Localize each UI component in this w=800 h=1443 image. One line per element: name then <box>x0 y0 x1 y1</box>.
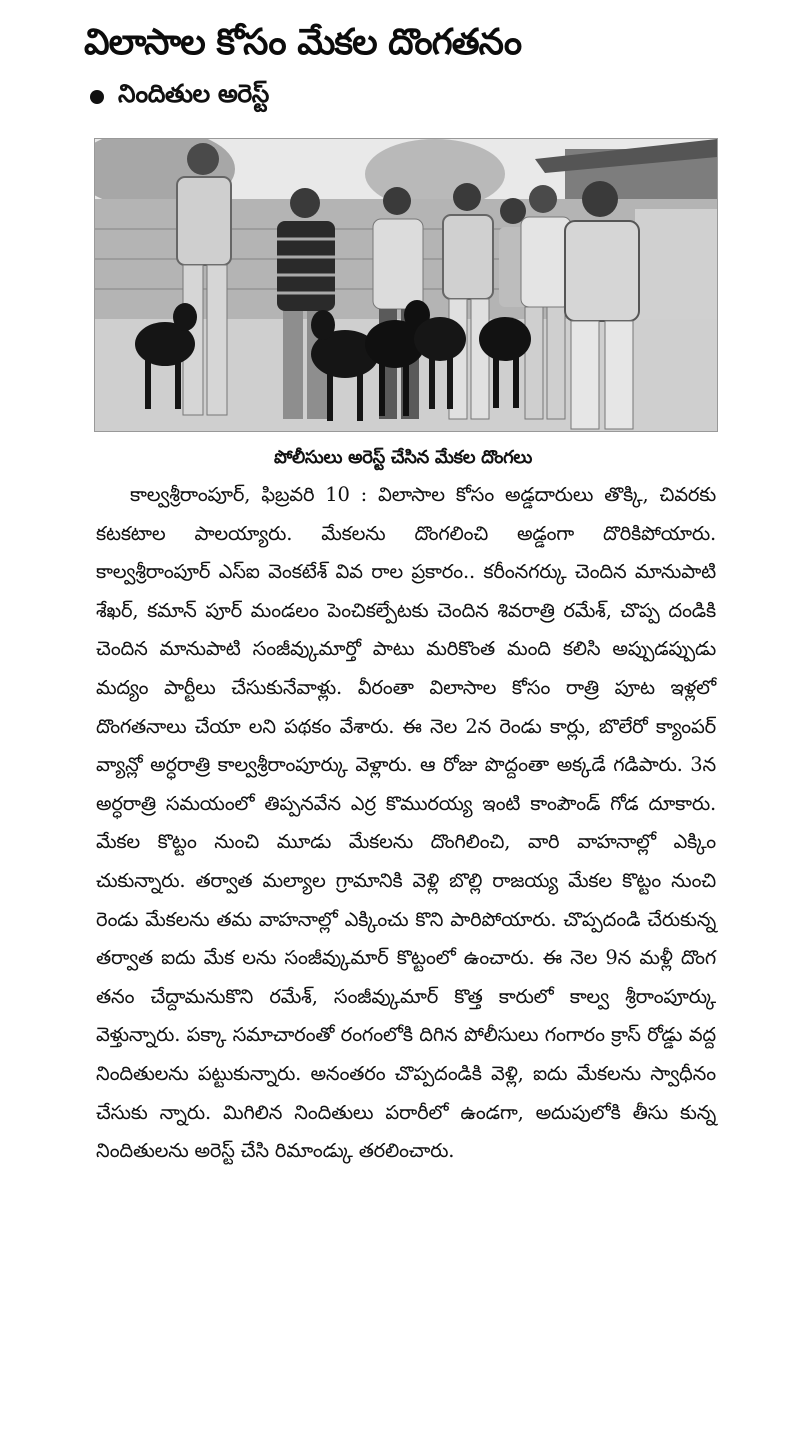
headline: విలాసాల కోసం మేకల దొంగతనం <box>84 22 522 63</box>
photo-caption: పోలీసులు అరెస్ట్ చేసిన మేకల దొంగలు <box>273 447 532 468</box>
subheadline-row <box>90 74 728 120</box>
subheadline: నిందితుల అరెస్ట్ <box>118 79 269 108</box>
photo-illustration <box>95 139 717 431</box>
article-body <box>96 476 716 1171</box>
article-paragraph: కాల్వశ్రీరాంపూర్, ఫిబ్రవరి 10 : విలాసాల కోసం అడ్డదారులు తొక్కి, చివరకు కటకటాల పాలయ్యారు. మేకలను దొంగలించి అడ్డంగా దొరికిపోయారు. కాల్వశ్రీరాంపూర్ ఎస్ఐ వెంకటేశ్ వివ రాల ప్రకారం.. కరీంనగర్కు చెందిన మానుపాటి శేఖర్, కమాన్ పూర్ మండలం పెంచికల్పేటకు చెందిన శివరాత్రి రమేశ్, చొప్ప దండికి చెందిన మానుపాటి సంజీవ్కుమార్తో పాటు మరికొంత మంది కలిసి అప్పుడప్పుడు మద్యం పార్టీలు చేసుకునేవాళ్లు. వీరంతా విలాసాల కోసం రాత్రి పూట ఇళ్లలో దొంగతనాలు చేయా లని పథకం వేశారు. ఈ నెల 2న రెండు కార్లు, బొలేరో క్యాంపర్ వ్యాన్లో అర్ధరాత్రి కాల్వశ్రీరాంపూర్కు వెళ్లారు. ఆ రోజు పొద్దంతా అక్కడే గడిపారు. 3న అర్ధరాత్రి సమయంలో తిప్పనవేన ఎర్ర కొమురయ్య ఇంటి కాంపౌండ్ గోడ దూకారు. మేకల కొట్టం నుంచి మూడు మేకలను దొంగిలించి, వారి వాహనాల్లో ఎక్కిం చుకున్నారు. తర్వాత మల్యాల గ్రామానికి వెళ్లి బొల్లి రాజయ్య మేకల కొట్టం నుంచి రెండు మేకలను తమ వాహనాల్లో ఎక్కించు కొని పారిపోయారు. చొప్పదండి చేరుకున్న తర్వాత ఐదు మేక లను సంజీవ్కుమార్ కొట్టంలో ఉంచారు. ఈ నెల 9న మళ్లీ దొంగ తనం చేద్దామనుకొని రమేశ్, సంజీవ్కుమార్ కొత్త కారులో కాల్వ శ్రీరాంపూర్కు వెళ్తున్నారు. పక్కా సమాచారంతో రంగంలోకి దిగిన పోలీసులు గంగారం క్రాస్ రోడ్డు వద్ద నిందితులను పట్టుకున్నారు. అనంతరం చొప్పదండికి వెళ్లి, ఐదు మేకలను స్వాధీనం చేసుకు న్నారు. మిగిలిన నిందితులు పరారీలో ఉండగా, అదుపులోకి తీసు కున్న నిందితులను అరెస్ట్ చేసి రిమాండ్కు తరలించారు. <box>96 483 716 1163</box>
news-photo <box>94 138 718 432</box>
newspaper-clipping <box>78 14 728 1424</box>
bullet-icon <box>90 90 104 104</box>
